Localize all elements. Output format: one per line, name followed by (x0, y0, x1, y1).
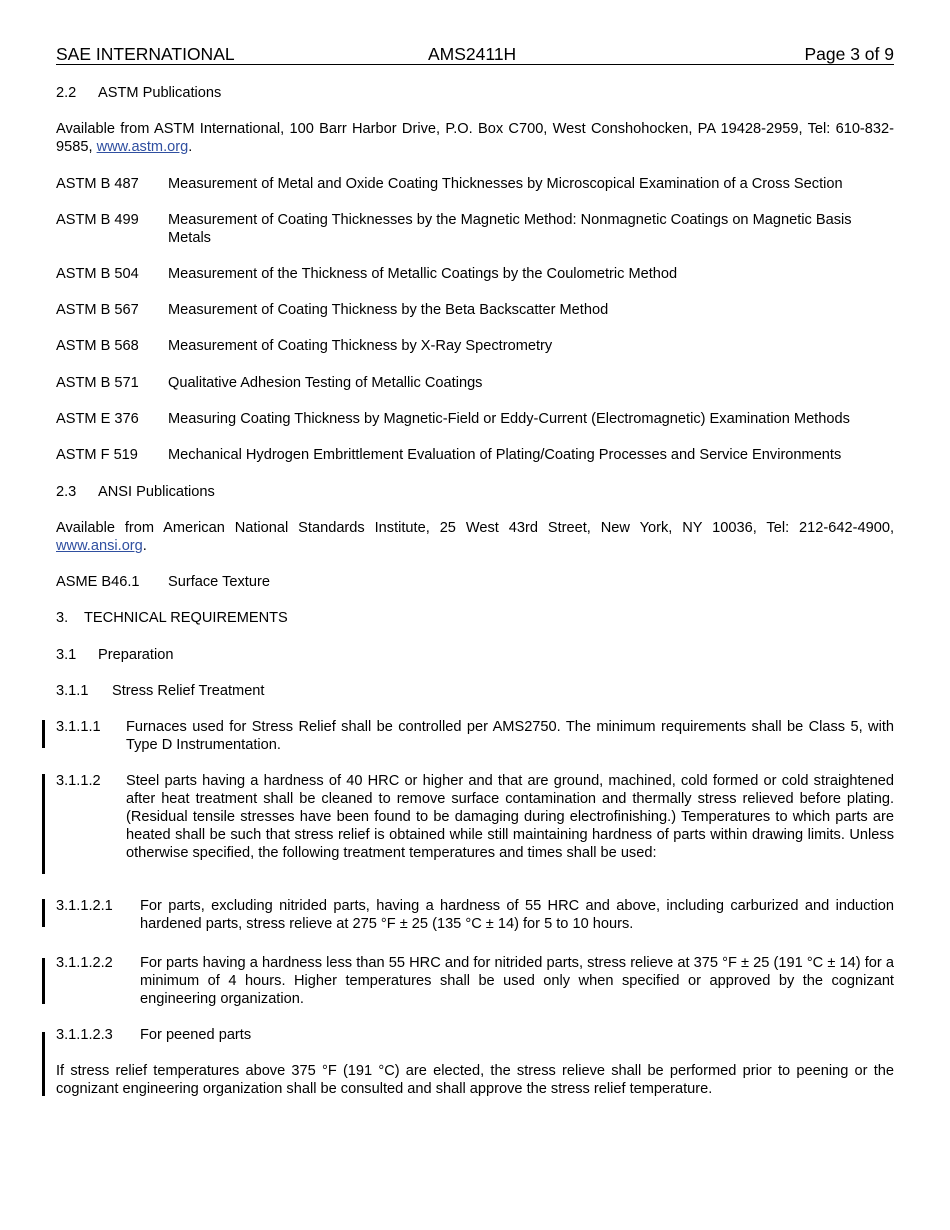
reference-code: ASTM B 487 (56, 176, 139, 192)
section-heading-2-3 (56, 483, 894, 501)
paragraph-3-1-1-2-1 (56, 897, 894, 933)
astm-availability-end: . (188, 139, 193, 155)
reference-title: Measurement of the Thickness of Metallic Coatings by the Coulometric Method (168, 266, 678, 282)
change-bar (42, 899, 45, 927)
section-number: 2.2 (56, 85, 77, 101)
ansi-availability-end: . (142, 538, 147, 554)
astm-availability-text: Available from ASTM International, 100 Barr Harbor Drive, P.O. Box C700, West Conshohocken, PA 19428-2959, Tel: 610-832-9585, (56, 121, 894, 155)
section-number: 3.1 (56, 647, 77, 663)
change-bar (42, 720, 45, 748)
change-bar (42, 958, 45, 1004)
section-title: Preparation (98, 647, 174, 663)
document-page (56, 44, 894, 1097)
header-organization: SAE INTERNATIONAL (56, 44, 235, 64)
peening-stress-relief-paragraph: If stress relief temperatures above 375 °F (191 °C) are elected, the stress relieve shall be performed prior to peening or the cognizant engineering organization shall be consulted and shall approve the stress relief temperature. (56, 1063, 894, 1097)
reference-entry (56, 175, 894, 193)
section-heading-2-2 (56, 84, 894, 102)
section-heading-3 (56, 609, 894, 627)
change-bar (42, 774, 45, 874)
paragraph-3-1-1-2 (56, 772, 894, 862)
paragraph-text: For parts having a hardness less than 55 HRC and for nitrided parts, stress relieve at 375 °F ± 25 (191 °C ± 14) for a minimum of 4 hours. Higher temperatures shall be used only when specified or approved by the cognizant engineering organization. (140, 955, 894, 1007)
ansi-availability-paragraph (56, 519, 894, 555)
reference-code: ASTM B 567 (56, 302, 139, 318)
ansi-website-link[interactable]: www.ansi.org (56, 538, 143, 554)
paragraph-number: 3.1.1.2.1 (56, 898, 113, 914)
reference-code: ASTM B 499 (56, 212, 139, 228)
section-number: 3. (56, 610, 69, 626)
paragraph-3-1-1-2-2 (56, 954, 894, 1008)
paragraph-text: For parts, excluding nitrided parts, having a hardness of 55 HRC and above, including carburized and induction hardened parts, stress relieve at 275 °F ± 25 (135 °C ± 14) for 5 to 10 hours. (140, 898, 894, 932)
paragraph-number: 3.1.1.1 (56, 719, 101, 735)
section-heading-3-1 (56, 646, 894, 664)
paragraph-number: 3.1.1.2 (56, 773, 101, 789)
paragraph-3-1-1-2-3 (56, 1026, 894, 1044)
section-heading-3-1-1 (56, 682, 894, 700)
paragraph-text: For peened parts (140, 1027, 252, 1043)
paragraph-text: Furnaces used for Stress Relief shall be controlled per AMS2750. The minimum requirements shall be Class 5, with Type D Instrumentation. (126, 719, 894, 753)
reference-code: ASTM B 571 (56, 375, 139, 391)
section-title: ASTM Publications (98, 85, 222, 101)
reference-title: Mechanical Hydrogen Embrittlement Evaluation of Plating/Coating Processes and Service Environments (168, 447, 842, 463)
astm-website-link[interactable]: www.astm.org (96, 139, 189, 155)
reference-title: Measuring Coating Thickness by Magnetic-Field or Eddy-Current (Electromagnetic) Examination Methods (168, 411, 850, 427)
reference-code: ASTM F 519 (56, 447, 138, 463)
paragraph-number: 3.1.1.2.3 (56, 1027, 113, 1043)
reference-title: Qualitative Adhesion Testing of Metallic Coatings (168, 375, 483, 391)
reference-code: ASTM E 376 (56, 411, 139, 427)
reference-entry (56, 573, 894, 591)
reference-entry (56, 265, 894, 283)
reference-title: Measurement of Coating Thickness by X-Ray Spectrometry (168, 338, 553, 354)
reference-title: Measurement of Coating Thickness by the Beta Backscatter Method (168, 302, 609, 318)
paragraph-number: 3.1.1.2.2 (56, 955, 113, 971)
paragraph-text: Steel parts having a hardness of 40 HRC or higher and that are ground, machined, cold formed or cold straightened after heat treatment shall be cleaned to remove surface contamination and thermally stress relieved before plating. (Residual tensile stresses have been found to be damaging during electrofinishing.) Temperatures to which parts are heated shall be such that stress relief is obtained while still maintaining hardness of parts within drawing limits. Unless otherwise specified, the following treatment temperatures and times shall be used: (126, 773, 894, 861)
reference-entry (56, 446, 894, 464)
reference-title: Measurement of Coating Thicknesses by the Magnetic Method: Nonmagnetic Coatings on Magnetic Basis Metals (168, 212, 852, 246)
reference-title: Measurement of Metal and Oxide Coating Thicknesses by Microscopical Examination of a Cross Section (168, 176, 843, 192)
ansi-availability-text: Available from American National Standards Institute, 25 West 43rd Street, New York, NY 10036, Tel: 212-642-4900, (56, 520, 894, 536)
paragraph-3-1-1-1 (56, 718, 894, 754)
section-number: 2.3 (56, 484, 77, 500)
reference-entry (56, 337, 894, 355)
section-title: ANSI Publications (98, 484, 215, 500)
reference-code: ASME B46.1 (56, 574, 140, 590)
change-bar (42, 1032, 45, 1096)
reference-code: ASTM B 504 (56, 266, 139, 282)
reference-entry (56, 301, 894, 319)
header-document-number: AMS2411H (428, 44, 517, 64)
section-number: 3.1.1 (56, 683, 89, 699)
astm-availability-paragraph (56, 120, 894, 156)
reference-code: ASTM B 568 (56, 338, 139, 354)
reference-entry (56, 410, 894, 428)
page-header (56, 44, 894, 65)
header-page-number: Page 3 of 9 (804, 44, 894, 64)
section-title: Stress Relief Treatment (112, 683, 265, 699)
reference-entry (56, 211, 894, 247)
section-title: TECHNICAL REQUIREMENTS (84, 610, 288, 626)
reference-title: Surface Texture (168, 574, 270, 590)
reference-entry (56, 374, 894, 392)
